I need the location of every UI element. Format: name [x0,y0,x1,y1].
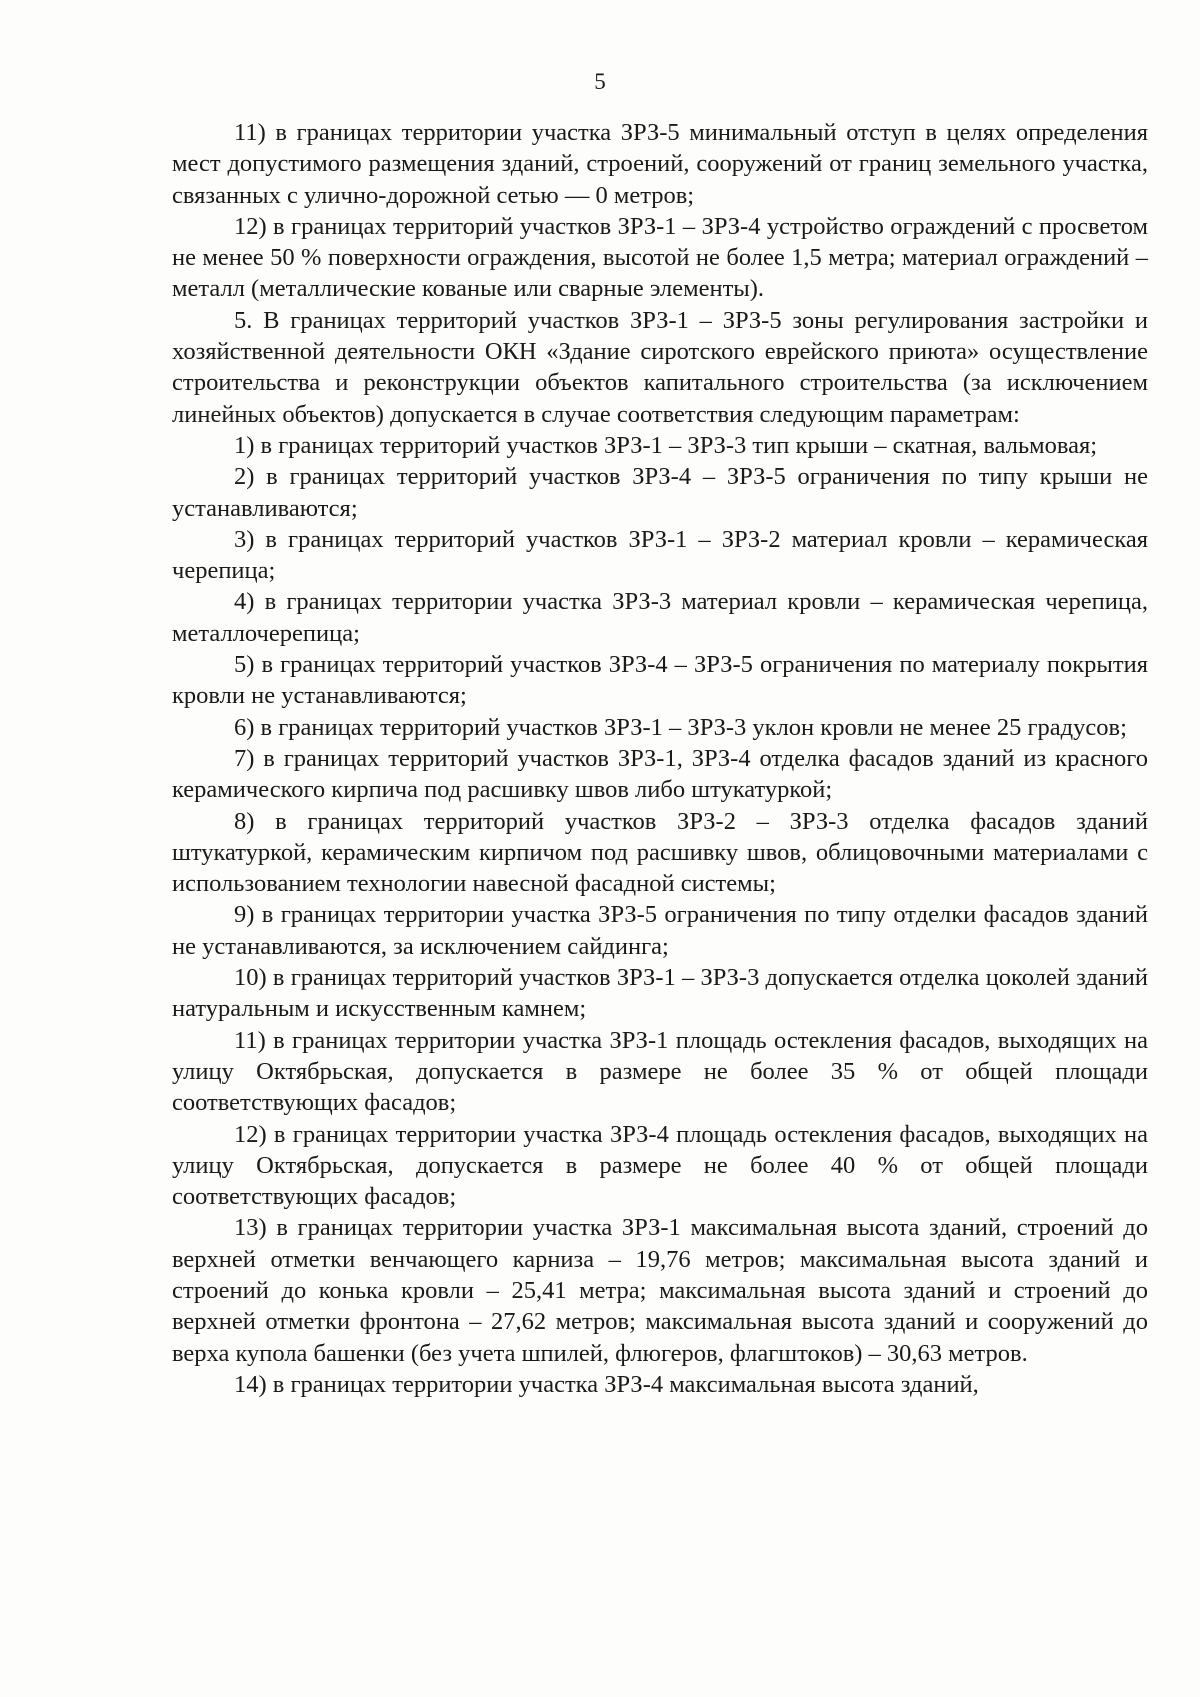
paragraph-item-2-roof-type: 2) в границах территорий участков ЗРЗ-4 – ЗРЗ-5 ограничения по типу крыши не устанавливаются; [172,463,1148,522]
paragraph-section-5-intro: 5. В границах территорий участков ЗРЗ-1 – ЗРЗ-5 зоны регулирования застройки и хозяйственной деятельности ОКН «Здание сиротского еврейского приюта» осуществление строительства и реконструкции объектов капитального строительства (за исключением линейных объектов) допускается в случае соответствия следующим параметрам: [172,306,1148,428]
paragraph-item-1-roof-type: 1) в границах территорий участков ЗРЗ-1 – ЗРЗ-3 тип крыши – скатная, вальмовая; [234,431,1098,459]
paragraph-item-4-roof-material: 4) в границах территории участка ЗРЗ-3 материал кровли – керамическая черепица, металлочерепица; [172,588,1148,647]
paragraph-item-5-roof-material: 5) в границах территорий участков ЗРЗ-4 – ЗРЗ-5 ограничения по материалу покрытия кровли не устанавливаются; [172,651,1148,710]
paragraph-item-11-setback: 11) в границах территории участка ЗРЗ-5 минимальный отступ в целях определения мест допустимого размещения зданий, строений, сооружений от границ земельного участка, связанных с улично-дорожной сетью — 0 метров; [172,119,1148,209]
paragraph-item-12-fences: 12) в границах территорий участков ЗРЗ-1 – ЗРЗ-4 устройство ограждений с просветом не менее 50 % поверхности ограждения, высотой не более 1,5 метра; материал ограждений – металл (металлические кованые или сварные элементы). [172,212,1148,303]
paragraph-item-13-max-height: 13) в границах территории участка ЗРЗ-1 максимальная высота зданий, строений до верхней отметки венчающего карниза – 19,76 метров; максимальная высота зданий и строений до конька кровли – 25,41 метра; максимальная высота зданий и строений до верхней отметки фронтона – 27,62 метров; максимальная высота зданий и сооружений до верха купола башенки (без учета шпилей, флюгеров, флагштоков) – 30,63 метров. [172,1214,1148,1367]
paragraph-item-6-roof-slope: 6) в границах территорий участков ЗРЗ-1 – ЗРЗ-3 уклон кровли не менее 25 градусов; [234,713,1127,741]
paragraph-item-12-glazing: 12) в границах территории участка ЗРЗ-4 площадь остекления фасадов, выходящих на улицу Октябрьская, допускается в размере не более 40 % от общей площади соответствующих фасадов; [172,1120,1148,1211]
paragraph-item-7-facade-finish: 7) в границах территорий участков ЗРЗ-1, ЗРЗ-4 отделка фасадов зданий из красного керамического кирпича под расшивку швов либо штукатуркой; [172,744,1148,804]
paragraph-item-10-plinth-finish: 10) в границах территорий участков ЗРЗ-1 – ЗРЗ-3 допускается отделка цоколей зданий натуральным и искусственным камнем; [172,964,1148,1023]
paragraph-item-9-facade-finish: 9) в границах территории участка ЗРЗ-5 ограничения по типу отделки фасадов зданий не устанавливаются, за исключением сайдинга; [172,901,1148,960]
document-body [172,117,1148,1400]
paragraph-item-11-glazing: 11) в границах территории участка ЗРЗ-1 площадь остекления фасадов, выходящих на улицу Октябрьская, допускается в размере не более 35 % от общей площади соответствующих фасадов; [172,1026,1148,1117]
paragraph-item-14-max-height: 14) в границах территории участка ЗРЗ-4 максимальная высота зданий, [234,1370,979,1398]
page-number: 5 [594,69,606,94]
paragraph-item-8-facade-finish: 8) в границах территорий участков ЗРЗ-2 – ЗРЗ-3 отделка фасадов зданий штукатуркой, керамическим кирпичом под расшивку швов, облицовочными материалами с использованием технологии навесной фасадной системы; [172,807,1148,898]
paragraph-item-3-roof-material: 3) в границах территорий участков ЗРЗ-1 – ЗРЗ-2 материал кровли – керамическая черепица; [172,525,1148,585]
